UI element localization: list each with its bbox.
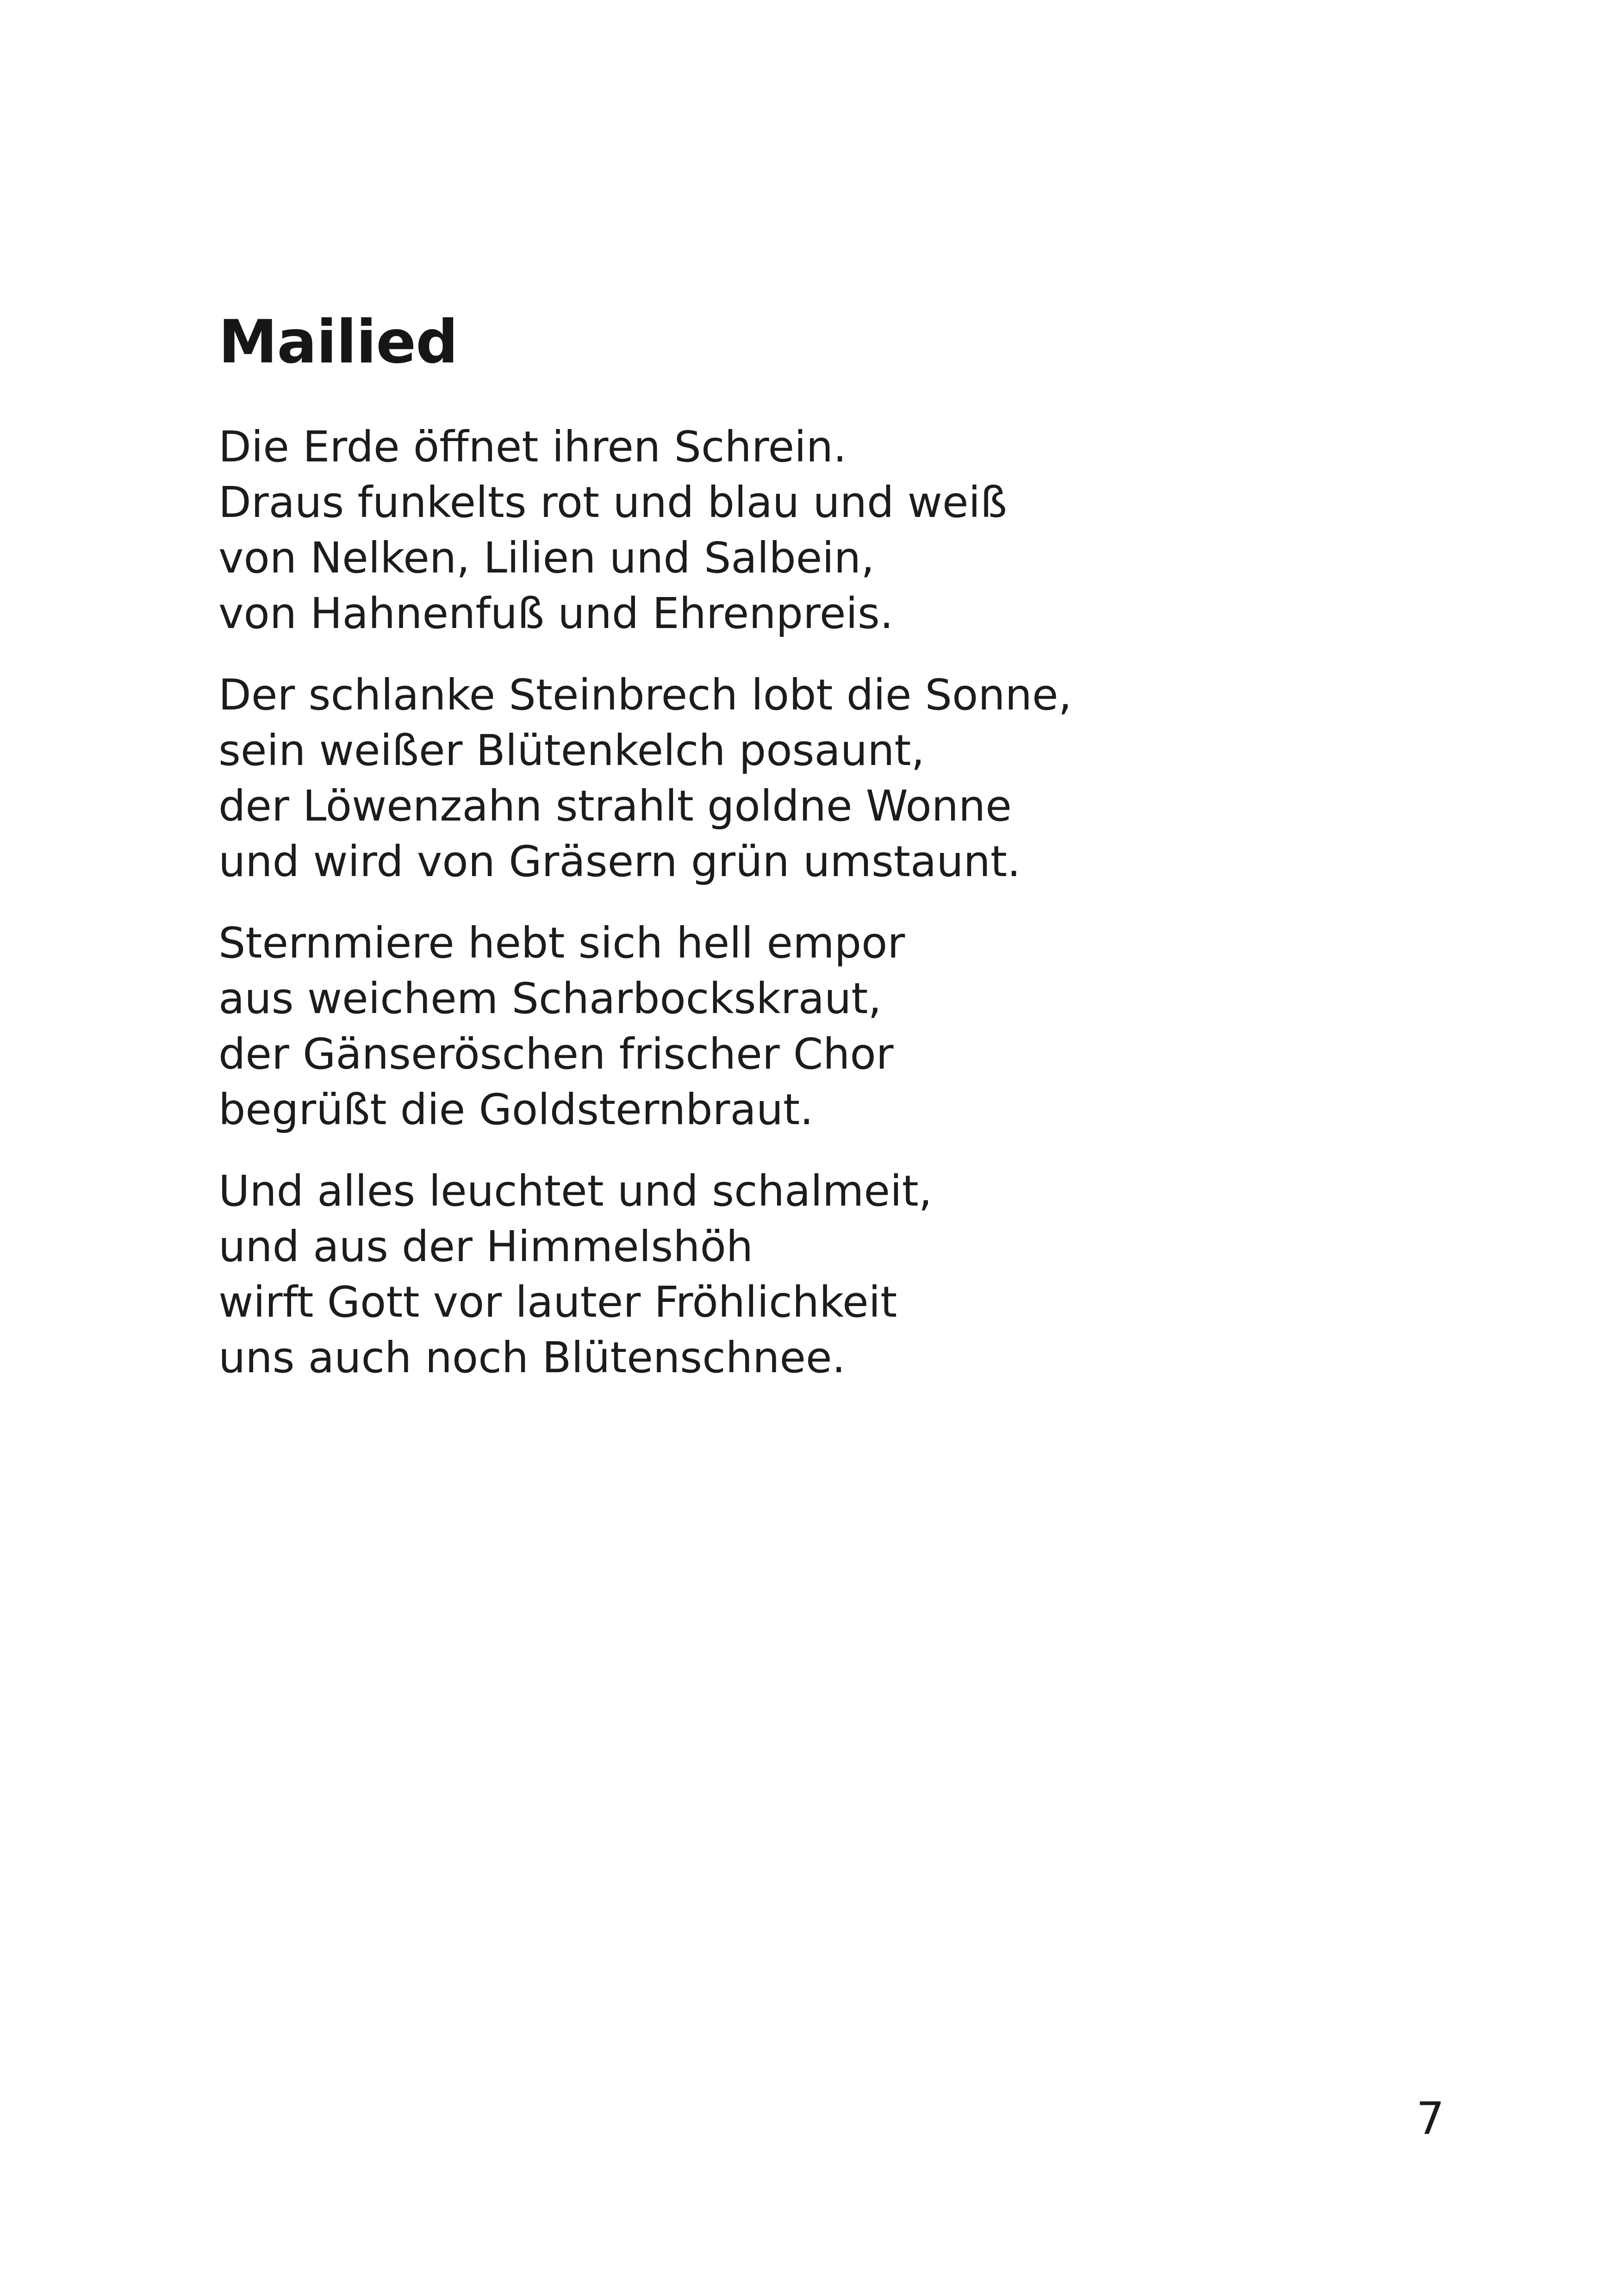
- verse-line: der Löwenzahn strahlt goldne Wonne: [218, 781, 1012, 831]
- page-content: [218, 305, 1422, 1386]
- stanza-4: [218, 1164, 1422, 1386]
- verse-line: Draus funkelts rot und blau und weiß: [218, 478, 1008, 527]
- verse-line: und aus der Himmelshöh: [218, 1222, 753, 1271]
- verse-line: Sternmiere hebt sich hell empor: [218, 918, 905, 968]
- stanza-2: [218, 667, 1422, 890]
- page-number: 7: [1416, 2093, 1445, 2145]
- verse-line: der Gänseröschen frischer Chor: [218, 1029, 894, 1079]
- verse-line: von Hahnenfuß und Ehrenpreis.: [218, 589, 894, 638]
- verse-line: wirft Gott vor lauter Fröhlichkeit: [218, 1277, 897, 1327]
- poem-title: Mailied: [218, 308, 458, 377]
- stanza-1: [218, 419, 1422, 641]
- verse-line: von Nelken, Lilien und Salbein,: [218, 533, 875, 583]
- verse-line: sein weißer Blütenkelch posaunt,: [218, 726, 925, 775]
- verse-line: Und alles leuchtet und schalmeit,: [218, 1166, 933, 1216]
- verse-line: Der schlanke Steinbrech lobt die Sonne,: [218, 670, 1072, 720]
- verse-line: begrüßt die Goldsternbraut.: [218, 1085, 814, 1134]
- poem-body: [218, 419, 1422, 1386]
- verse-line: Die Erde öffnet ihren Schrein.: [218, 422, 847, 472]
- verse-line: aus weichem Scharbockskraut,: [218, 974, 882, 1023]
- verse-line: und wird von Gräsern grün umstaunt.: [218, 837, 1021, 886]
- verse-line: uns auch noch Blütenschnee.: [218, 1333, 846, 1382]
- stanza-3: [218, 915, 1422, 1138]
